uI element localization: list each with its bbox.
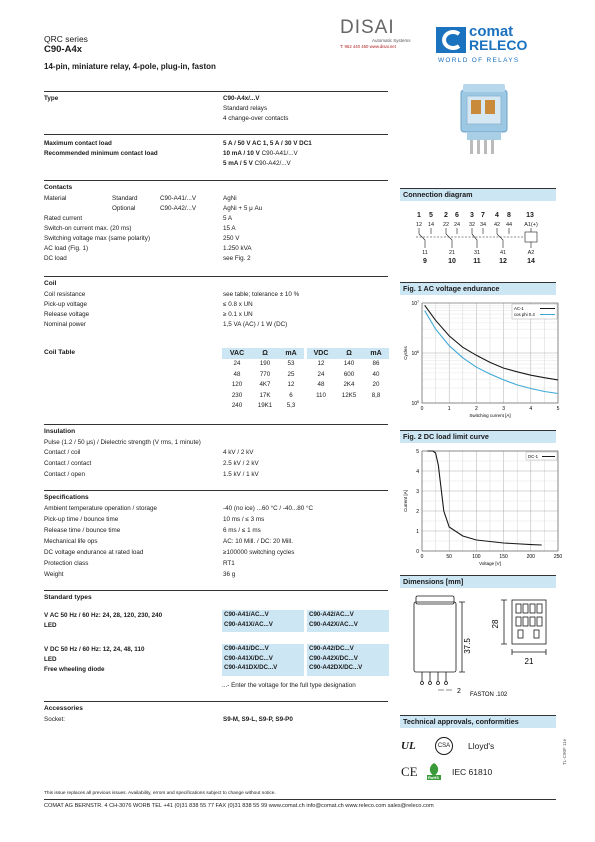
- dim-gap-label: 2: [457, 688, 461, 695]
- disai-subline: Automatic Systems: [372, 38, 411, 43]
- type-value: C90-A4x/...V: [223, 95, 260, 102]
- row-label: Contact / contact: [44, 460, 92, 467]
- max-load-label: Maximum contact load: [44, 140, 112, 147]
- row-value: 250 V: [223, 235, 240, 242]
- td: 24: [233, 360, 241, 368]
- pin-bot-9: 9: [423, 258, 427, 265]
- comat-tagline: WORLD OF RELAYS: [438, 57, 520, 64]
- pin-bot-21: 21: [448, 250, 456, 256]
- y-axis-label: Cycles: [403, 346, 408, 360]
- pin-sub-32: 32: [468, 222, 476, 228]
- min-load-model-2: C90-A42/...V: [254, 160, 291, 167]
- pin-top-7: 7: [481, 212, 485, 219]
- min-load-model-1: C90-A41/...V: [261, 150, 298, 157]
- standard-model: C90-A41/...V: [160, 195, 197, 202]
- th: VAC: [229, 349, 245, 357]
- y-axis-label: Current [A]: [403, 490, 408, 512]
- comat-wordmark: comat: [469, 23, 514, 40]
- td: 12: [317, 360, 325, 368]
- pin-sub-22: 22: [442, 222, 450, 228]
- y-tick-label: 4: [416, 469, 419, 475]
- td: 40: [372, 370, 380, 378]
- th: mA: [285, 349, 297, 357]
- ac-types-col1: [222, 610, 304, 632]
- pin-bot-41: 41: [499, 250, 507, 256]
- type-code: C90-A41DX/DC...V: [224, 664, 278, 672]
- pin-top-8: 8: [507, 212, 511, 219]
- row-label: Switch-on current max. (20 ms): [44, 225, 132, 232]
- socket-label: Socket:: [44, 716, 65, 723]
- pin-sub-44: 44: [505, 222, 513, 228]
- lloyds-label: Lloyd's: [468, 741, 495, 751]
- coil-table-dc-grid: [307, 348, 389, 401]
- dc-label: V DC 50 Hz / 60 Hz: 12, 24, 48, 110: [44, 646, 145, 653]
- fig1-plot-area: [403, 300, 560, 418]
- pin-bot-10: 10: [448, 258, 456, 265]
- row-label: Release voltage: [44, 311, 90, 318]
- pin-top-5: 5: [429, 212, 433, 219]
- y-tick-label: 1: [416, 529, 419, 535]
- specs-heading: Specifications: [44, 494, 89, 501]
- row-value: ≥100000 switching cycles: [223, 549, 295, 556]
- type-code: C90-A42/AC...V: [309, 611, 354, 618]
- pin-bot-11b: 11: [473, 258, 481, 265]
- y-tick-label: 5: [416, 449, 419, 455]
- pin-bot-31: 31: [473, 250, 481, 256]
- relay-photo-icon: [455, 80, 515, 160]
- fig1-chart: [400, 297, 560, 422]
- x-tick-label: 150: [499, 554, 508, 560]
- row-label: AC load (Fig. 1): [44, 245, 89, 252]
- pin-top-6: 6: [455, 212, 459, 219]
- csa-logo-icon: CSA: [437, 743, 451, 749]
- pin-top-4: 4: [495, 212, 499, 219]
- x-tick-label: 1: [447, 406, 451, 412]
- dim-side-label: 28: [491, 619, 500, 629]
- row-value: 5 A: [223, 215, 233, 222]
- led-label: LED: [44, 656, 57, 663]
- type-label: Type: [44, 95, 59, 102]
- disai-contact: T: 962 440 450 www.disai.net: [340, 44, 396, 49]
- dimensions-title: Dimensions [mm]: [400, 576, 556, 588]
- td: 48: [233, 370, 241, 378]
- td: 4K7: [259, 381, 271, 389]
- type-code: C90-A41/DC...V: [224, 645, 269, 652]
- socket-value: S9-M, S9-L, S9-P, S9-P0: [223, 716, 293, 723]
- x-tick-label: 5: [556, 406, 560, 412]
- row-value: ≤ 0.8 x UN: [223, 301, 253, 308]
- fig1-legend: [512, 304, 557, 319]
- fig2-legend: [526, 452, 557, 460]
- coil-table-ac: [222, 348, 304, 411]
- td: 8,8: [371, 391, 381, 399]
- optional-value: AgNi + 5 μ Au: [223, 205, 263, 212]
- pin-sub-34: 34: [479, 222, 487, 228]
- row-value: 1.250 kVA: [223, 245, 252, 252]
- comat-releco-logo: [436, 23, 556, 67]
- coil-heading: Coil: [44, 280, 57, 287]
- footer-notice: This issue replaces all previous issues. Availability, errors and specifications subject to change without notice.: [44, 791, 276, 796]
- comat-emblem-icon: [436, 27, 466, 53]
- row-value: 10 ms / ≤ 3 ms: [223, 516, 265, 523]
- y-tick-label: $10^7$: [411, 300, 419, 307]
- x-tick-label: 2: [475, 406, 478, 412]
- pin-sub-a1: A1(+): [524, 222, 538, 228]
- y-tick-exp: 6: [417, 350, 419, 354]
- td: 17K: [259, 391, 271, 399]
- row-label: Nominal power: [44, 321, 86, 328]
- type-code: C90-A41X/AC...V: [224, 620, 273, 628]
- footer-address: COMAT AG BERNSTR. 4 CH-3076 WORB TEL +41 (0)31 838 55 77 FAX (0)31 838 55 99 www.comat.ch info@comat.ch www.releco.com sales@releco.com: [44, 803, 434, 809]
- rohs-mark: [425, 762, 443, 780]
- relay-outline-side: [414, 596, 465, 685]
- type-code: C90-A41/AC...V: [224, 611, 269, 618]
- td: 140: [343, 360, 355, 368]
- ac-types-col2: [307, 610, 389, 632]
- fig2-plot-area: [403, 449, 562, 566]
- row-label: Switching voltage max (same polarity): [44, 235, 151, 242]
- row-value: 1.5 kV / 1 kV: [223, 471, 259, 478]
- model-title: C90-A4x: [44, 44, 83, 55]
- dim-height-label: 37.5: [463, 638, 472, 654]
- type-code: C90-A42X/DC...V: [309, 654, 358, 662]
- row-label: Weight: [44, 571, 64, 578]
- ac-label: V AC 50 Hz / 60 Hz: 24, 28, 120, 230, 240: [44, 612, 163, 619]
- row-label: Protection class: [44, 560, 89, 567]
- x-axis-label: Voltage [V]: [479, 561, 501, 566]
- row-label: Pick-up voltage: [44, 301, 88, 308]
- min-load-bold-2: 5 mA / 5 V: [223, 160, 253, 167]
- series-line-1: [425, 311, 558, 394]
- row-value: 36 g: [223, 571, 236, 578]
- row-label: Contact / open: [44, 471, 85, 478]
- row-label: DC load: [44, 255, 67, 262]
- series-label: QRC series: [44, 34, 88, 44]
- pin-bot-a2: A2: [527, 250, 535, 256]
- pin-top-2: 2: [444, 212, 448, 219]
- optional-label: Optional: [112, 205, 136, 212]
- x-tick-label: 100: [472, 554, 481, 560]
- pin-sub-14: 14: [427, 222, 435, 228]
- standard-label: Standard: [112, 195, 138, 202]
- td: 230: [231, 391, 243, 399]
- pin-bot-11: 11: [422, 250, 428, 256]
- standard-value: AgNi: [223, 195, 237, 202]
- td: 120: [231, 381, 243, 389]
- td: 5,3: [286, 402, 296, 410]
- connection-diagram-title: Connection diagram: [400, 189, 556, 201]
- max-load-value: 5 A / 50 V AC 1, 5 A / 30 V DC1: [223, 140, 312, 147]
- td: 110: [316, 391, 326, 399]
- csa-mark: [435, 737, 453, 755]
- td: 25: [287, 370, 295, 378]
- page-subtitle: 14-pin, miniature relay, 4-pole, plug-in, faston: [44, 62, 216, 71]
- row-value: 4 kV / 2 kV: [223, 449, 254, 456]
- type-code: C90-A42/DC...V: [309, 645, 354, 652]
- th: mA: [370, 349, 382, 357]
- row-label: Contact / coil: [44, 449, 81, 456]
- material-label: Material: [44, 195, 67, 202]
- rohs-label: RoHS: [428, 774, 439, 780]
- row-value: 15 A: [223, 225, 236, 232]
- td: 12K5: [341, 391, 357, 399]
- x-tick-label: 250: [553, 554, 563, 560]
- releco-wordmark: RELECO: [469, 37, 528, 53]
- x-tick-label: 4: [529, 406, 533, 412]
- legend-label: AC-1: [514, 306, 524, 311]
- pin-top-3: 3: [470, 212, 474, 219]
- footer-side-code: TL-C90F 11e: [562, 738, 567, 765]
- td: 86: [372, 360, 380, 368]
- type-code: C90-A42X/AC...V: [309, 620, 358, 628]
- td: 770: [259, 370, 271, 378]
- ul-mark: [401, 740, 416, 752]
- row-label: Mechanical life ops: [44, 538, 98, 545]
- pin-bot-14: 14: [527, 258, 535, 265]
- row-value: -40 (no ice) ...60 °C / -40...80 °C: [223, 505, 314, 512]
- row-label: Pick-up time / bounce time: [44, 516, 119, 523]
- min-load-value-2: [223, 159, 291, 168]
- x-tick-label: 3: [502, 406, 505, 412]
- row-value: AC: 10 Mill. / DC: 20 Mill.: [223, 538, 293, 545]
- ul-logo-icon: UL: [401, 740, 416, 752]
- fig2-chart: [400, 445, 563, 570]
- td: 12: [287, 381, 295, 389]
- pin-sub-42: 42: [493, 222, 501, 228]
- ce-mark: CE: [401, 764, 418, 779]
- disai-wordmark: DISAI: [340, 17, 395, 38]
- legend-label: DC-1: [528, 454, 539, 459]
- contacts-heading: Contacts: [44, 184, 73, 191]
- dim-width-label: 21: [524, 657, 534, 666]
- approvals-title: Technical approvals, conformities: [400, 716, 556, 728]
- x-tick-label: 0: [420, 406, 424, 412]
- accessories-heading: Accessories: [44, 705, 83, 712]
- connection-diagram: [400, 204, 556, 274]
- dc-types-col1: [222, 644, 304, 676]
- led-label: LED: [44, 622, 57, 629]
- types-note: ...- Enter the voltage for the full type designation: [222, 682, 356, 689]
- relay-outline-bottom: [501, 600, 546, 655]
- dim-faston-label: FASTON .102: [470, 692, 508, 698]
- row-value: ≥ 0.1 x UN: [223, 311, 253, 318]
- td: 53: [287, 360, 295, 368]
- type-code: C90-A41X/DC...V: [224, 654, 273, 662]
- min-load-value-1: [223, 149, 298, 158]
- relay-product-image: [455, 80, 515, 160]
- contact-lines: [416, 228, 537, 248]
- row-value: 6 ms / ≤ 1 ms: [223, 527, 261, 534]
- type-code: C90-A42DX/DC...V: [309, 664, 363, 672]
- min-load-bold-1: 10 mA / 10 V: [223, 150, 260, 157]
- y-tick-exp: 5: [417, 400, 419, 404]
- pin-sub-24: 24: [453, 222, 461, 228]
- min-load-label: Recommended minimum contact load: [44, 150, 158, 157]
- row-value: 2.5 kV / 2 kV: [223, 460, 259, 467]
- th: Ω: [262, 349, 268, 357]
- dimensions-drawing: [400, 590, 556, 700]
- type-desc-2: 4 change-over contacts: [223, 115, 289, 122]
- y-tick-label: $10^6$: [411, 350, 419, 357]
- insulation-heading: Insulation: [44, 428, 76, 435]
- row-value: see table; tolerance ± 10 %: [223, 291, 300, 298]
- dc-types-col2: [307, 644, 389, 676]
- td: 24: [317, 370, 325, 378]
- pin-top-1: 1: [417, 212, 421, 219]
- td: 190: [259, 360, 271, 368]
- y-tick-label: $10^5$: [411, 400, 419, 407]
- disai-logo: [340, 18, 420, 58]
- row-label: DC voltage endurance at rated load: [44, 549, 144, 556]
- insulation-desc: Pulse (1.2 / 50 μs) / Dielectric strength (V rms, 1 minute): [44, 439, 201, 446]
- pin-top-13: 13: [526, 212, 534, 219]
- type-desc: Standard relays: [223, 105, 268, 112]
- coil-table-dc: [307, 348, 389, 401]
- th: Ω: [346, 349, 352, 357]
- legend-label: cos phi 0.4: [514, 312, 535, 317]
- td: 240: [231, 402, 243, 410]
- row-value: 1,5 VA (AC) / 1 W (DC): [223, 321, 288, 328]
- row-label: Release time / bounce time: [44, 527, 121, 534]
- x-axis-label: Switching current [A]: [469, 413, 511, 418]
- coil-table-label: Coil Table: [44, 349, 76, 356]
- th: VDC: [313, 349, 329, 357]
- td: 19K1: [257, 402, 273, 410]
- diode-label: Free wheeling diode: [44, 666, 105, 673]
- td: 2K4: [343, 381, 355, 389]
- x-tick-label: 50: [446, 554, 452, 560]
- row-value: RT1: [223, 560, 235, 567]
- pin-sub-12: 12: [415, 222, 423, 228]
- fig2-title: Fig. 2 DC load limit curve: [400, 431, 556, 443]
- x-tick-label: 0: [420, 554, 424, 560]
- td: 6: [289, 391, 293, 399]
- row-label: Ambient temperature operation / storage: [44, 505, 158, 512]
- x-tick-label: 200: [526, 554, 535, 560]
- td: 20: [372, 381, 380, 389]
- row-value: see Fig. 2: [223, 255, 251, 262]
- td: 48: [317, 381, 325, 389]
- y-tick-label: 2: [416, 509, 419, 515]
- row-label: Coil resistance: [44, 291, 86, 298]
- y-tick-exp: 7: [417, 300, 419, 304]
- iec-label: IEC 61810: [452, 767, 493, 777]
- fig1-title: Fig. 1 AC voltage endurance: [400, 283, 556, 295]
- standard-types-heading: Standard types: [44, 594, 92, 601]
- y-tick-label: 3: [416, 489, 419, 495]
- optional-model: C90-A42/...V: [160, 205, 197, 212]
- row-label: Rated current: [44, 215, 83, 222]
- y-tick-label: 0: [416, 549, 419, 555]
- td: 600: [343, 370, 355, 378]
- pin-bot-12: 12: [499, 258, 507, 265]
- coil-table-ac-grid: [222, 348, 304, 411]
